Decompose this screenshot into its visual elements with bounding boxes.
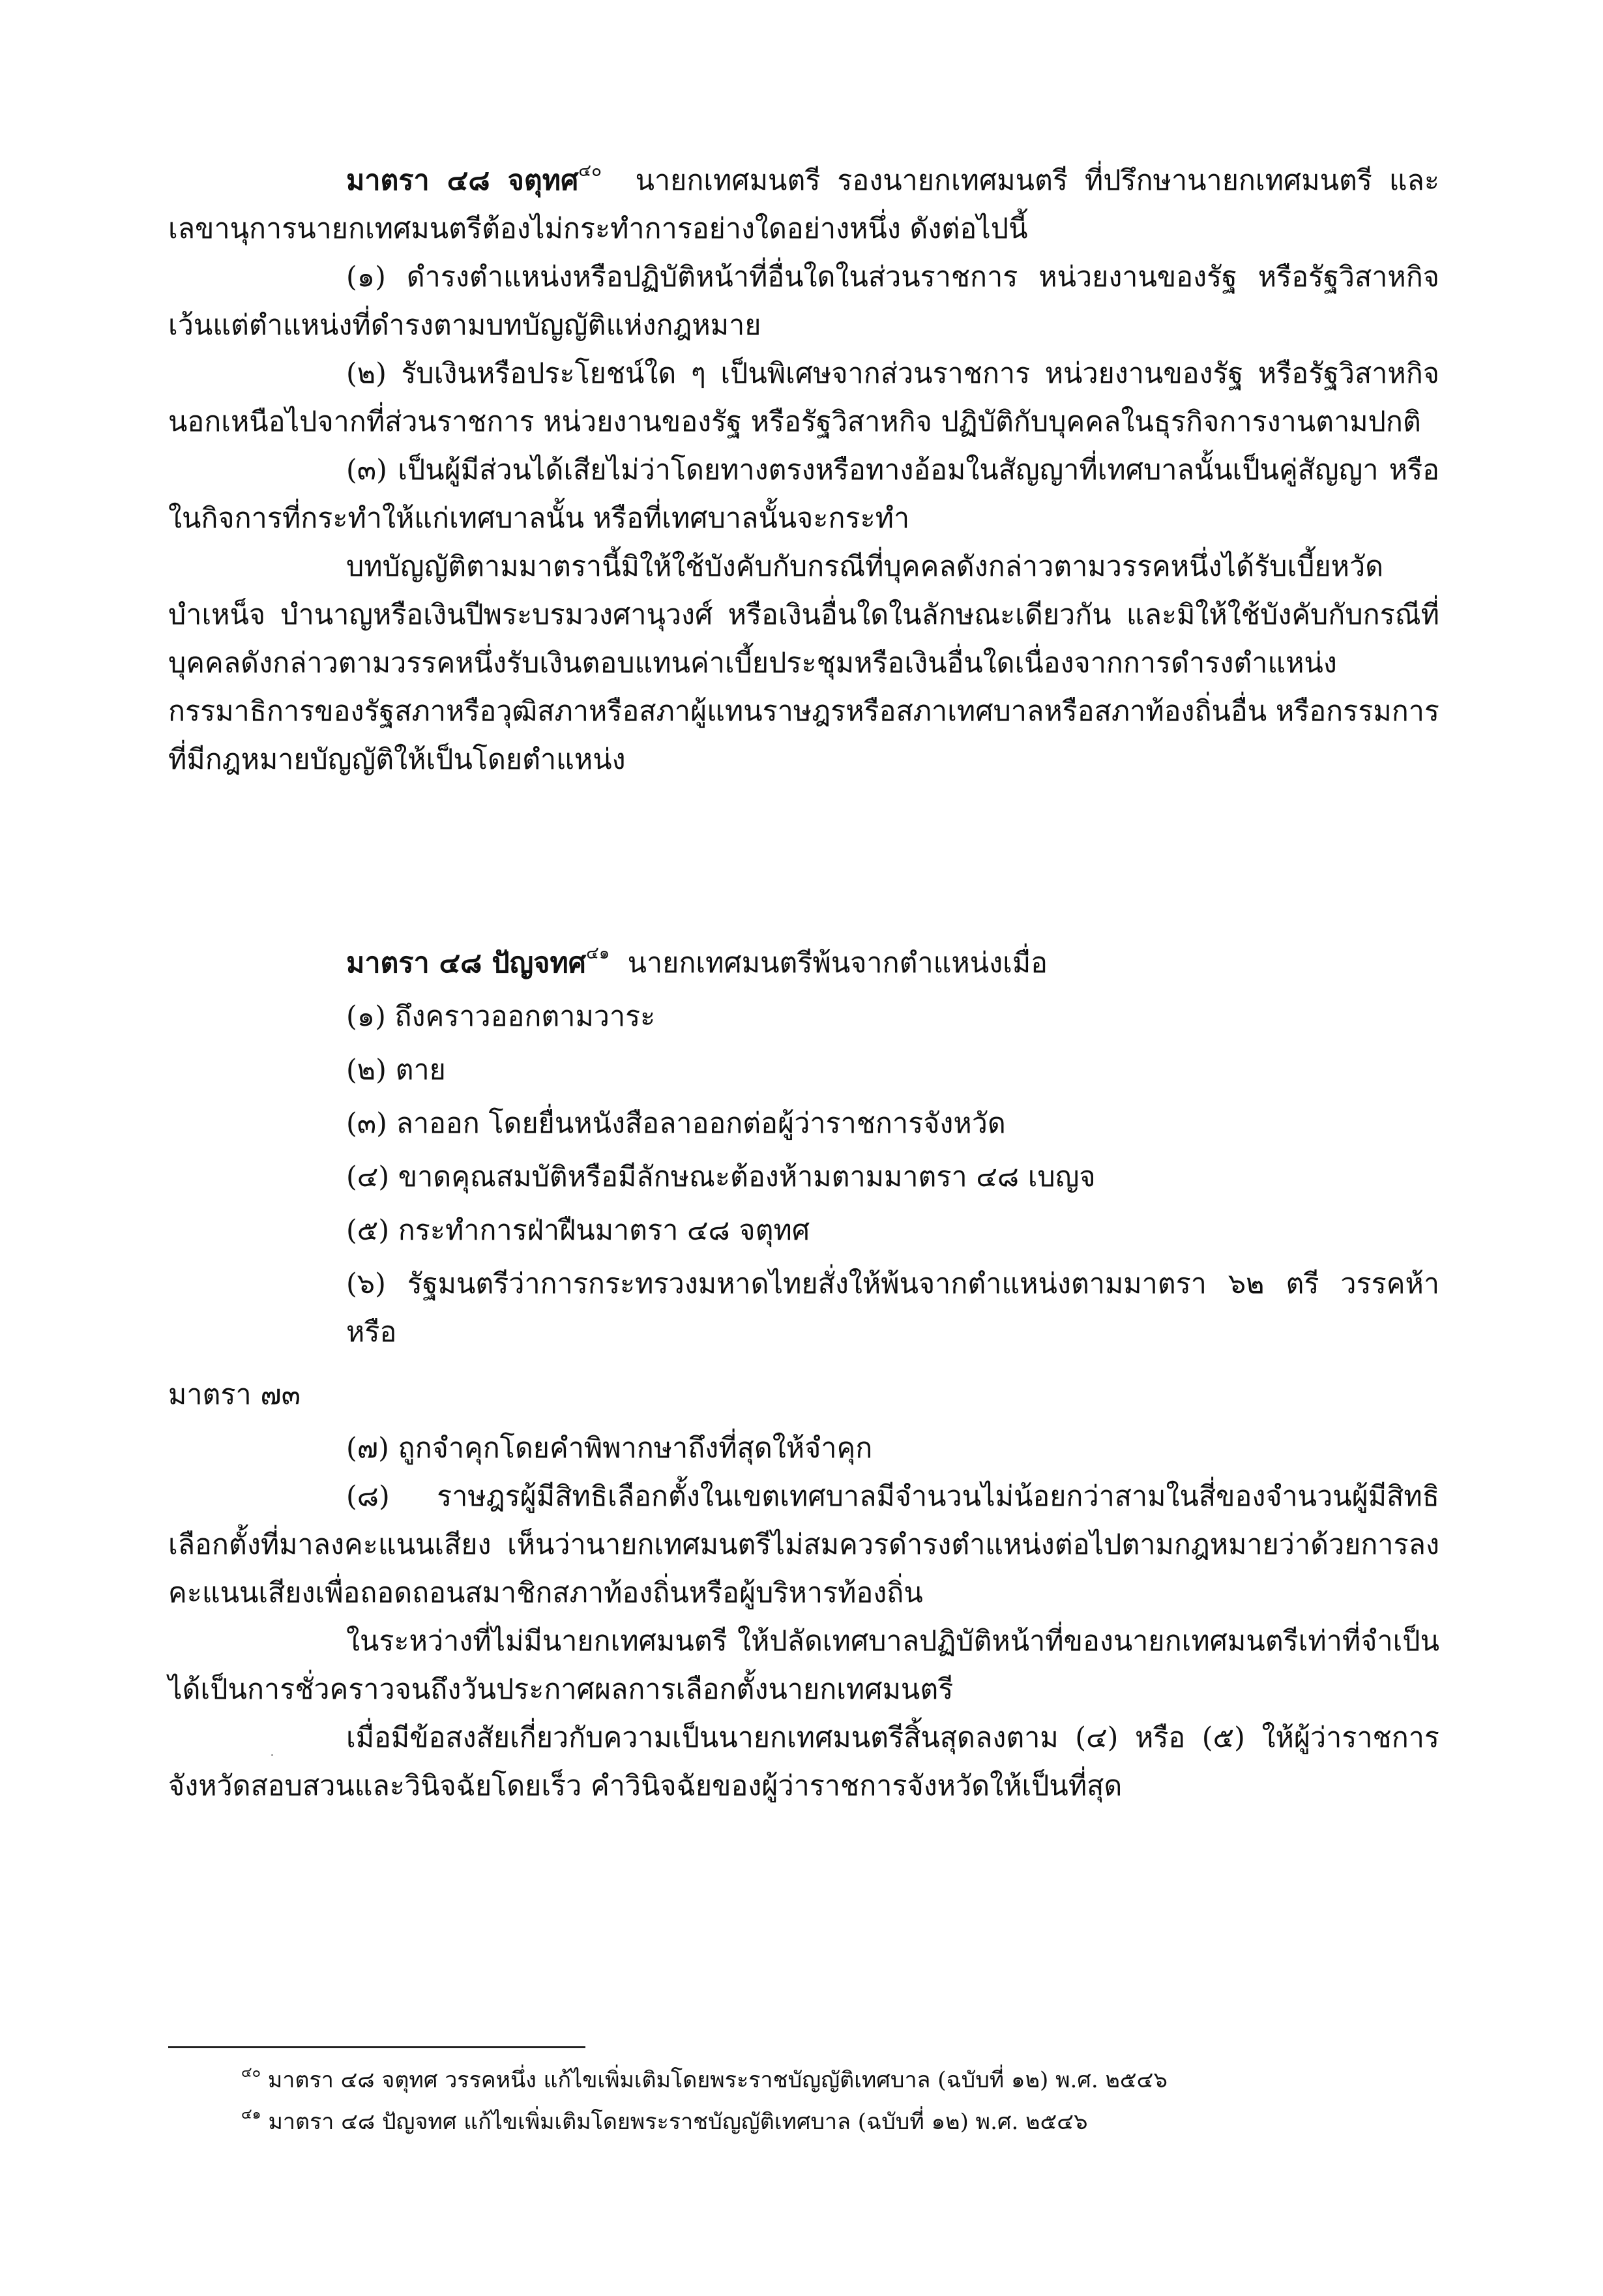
footnote-text: มาตรา ๔๘ ปัญจทศ แก้ไขเพิ่มเติมโดยพระราชบัญญัติเทศบาล (ฉบับที่ ๑๒) พ.ศ. ๒๕๔๖ [268, 2109, 1088, 2135]
section-number: มาตรา ๔๘ จตุทศ [346, 164, 579, 197]
ground-6-continuation: มาตรา ๗๓ [168, 1379, 301, 1411]
footnote-ref: ๔๑ [586, 943, 610, 963]
ground-3: (๓) ลาออก โดยยื่นหนังสือลาออกต่อผู้ว่าราชการจังหวัด [346, 1107, 1006, 1140]
interim-paragraph: ในระหว่างที่ไม่มีนายกเทศมนตรี ให้ปลัดเทศบาลปฏิบัติหน้าที่ของนายกเทศมนตรีเท่าที่จำเป็นได้เป็นการชั่วคราวจนถึงวันประกาศผลการเลือกตั้งนายกเทศมนตรี [168, 1625, 1439, 1706]
section-48-4-closing: บทบัญญัติตามมาตรานี้มิให้ใช้บังคับกับกรณีที่บุคคลดังกล่าวตามวรรคหนึ่งได้รับเบี้ยหวัด บำเหน็จ บำนาญหรือเงินปีพระบรมวงศานุวงศ์ หรือเงินอื่นใดในลักษณะเดียวกัน และมิให้ใช้บังคับกับกรณีที่บุคคลดังกล่าวตามวรรคหนึ่งรับเงินตอบแทนค่าเบี้ยประชุมหรือเงินอื่นใดเนื่องจากการดำรงตำแหน่งกรรมาธิการของรัฐสภาหรือวุฒิสภาหรือสภาผู้แทนราษฎรหรือสภาเทศบาลหรือสภาท้องถิ่นอื่น หรือกรรมการที่มีกฎหมายบัญญัติให้เป็นโดยตำแหน่ง [168, 550, 1439, 776]
ground-1: (๑) ถึงคราวออกตามวาระ [346, 1000, 656, 1033]
footnote-mark: ๔๑ [241, 2106, 261, 2123]
footnote-mark: ๔๐ [241, 2064, 261, 2081]
ground-2: (๒) ตาย [346, 1054, 446, 1086]
ground-4: (๔) ขาดคุณสมบัติหรือมีลักษณะต้องห้ามตามมาตรา ๔๘ เบญจ [346, 1161, 1096, 1193]
section-48-5 [168, 939, 1439, 1810]
section-48-4 [168, 157, 1439, 784]
footnote-ref: ๔๐ [578, 160, 602, 181]
clause-1: (๑) ดำรงตำแหน่งหรือปฏิบัติหน้าที่อื่นใดในส่วนราชการ หน่วยงานของรัฐ หรือรัฐวิสาหกิจ เว้นแต่ตำแหน่งที่ดำรงตามบทบัญญัติแห่งกฎหมาย [168, 261, 1439, 342]
section-intro-text: นายกเทศมนตรีพ้นจากตำแหน่งเมื่อ [627, 947, 1048, 979]
clause-2: (๒) รับเงินหรือประโยชน์ใด ๆ เป็นพิเศษจากส่วนราชการ หน่วยงานของรัฐ หรือรัฐวิสาหกิจ นอกเหนือไปจากที่ส่วนราชการ หน่วยงานของรัฐ หรือรัฐวิสาหกิจ ปฏิบัติกับบุคคลในธุรกิจการงานตามปกติ [168, 357, 1439, 438]
section-intro-text: นายกเทศมนตรี รองนายกเทศมนตรี ที่ปรึกษานายกเทศมนตรี และเลขานุการนายกเทศมนตรีต้องไม่กระทำการอย่างใดอย่างหนึ่ง ดังต่อไปนี้ [168, 164, 1440, 245]
footnote-text: มาตรา ๔๘ จตุทศ วรรคหนึ่ง แก้ไขเพิ่มเติมโดยพระราชบัญญัติเทศบาล (ฉบับที่ ๑๒) พ.ศ. ๒๕๔๖ [267, 2067, 1168, 2093]
ground-5: (๕) กระทำการฝ่าฝืนมาตรา ๔๘ จตุทศ [346, 1214, 810, 1247]
footnotes [241, 2059, 1434, 2143]
ground-8: (๘) ราษฎรผู้มีสิทธิเลือกตั้งในเขตเทศบาลมีจำนวนไม่น้อยกว่าสามในสี่ของจำนวนผู้มีสิทธิเลือกตั้งที่มาลงคะแนนเสียง เห็นว่านายกเทศมนตรีไม่สมควรดำรงตำแหน่งต่อไปตามกฎหมายว่าด้วยการลงคะแนนเสียงเพื่อถอดถอนสมาชิกสภาท้องถิ่นหรือผู้บริหารท้องถิ่น [168, 1480, 1439, 1609]
scan-speck [271, 1754, 273, 1756]
footnote-divider [168, 2046, 585, 2048]
section-48-4-intro [168, 157, 1439, 253]
section-number: มาตรา ๔๘ ปัญจทศ [346, 947, 587, 979]
doubt-paragraph: เมื่อมีข้อสงสัยเกี่ยวกับความเป็นนายกเทศมนตรีสิ้นสุดลงตาม (๔) หรือ (๕) ให้ผู้ว่าราชการจังหวัดสอบสวนและวินิจฉัยโดยเร็ว คำวินิจฉัยของผู้ว่าราชการจังหวัดให้เป็นที่สุด [168, 1722, 1439, 1802]
ground-6: (๖) รัฐมนตรีว่าการกระทรวงมหาดไทยสั่งให้พ้นจากตำแหน่งตามมาตรา ๖๒ ตรี วรรคห้าหรือ [346, 1268, 1439, 1349]
footnote-41 [241, 2101, 1434, 2143]
footnote-40 [241, 2059, 1434, 2101]
ground-7: (๗) ถูกจำคุกโดยคำพิพากษาถึงที่สุดให้จำคุก [346, 1432, 873, 1465]
section-48-5-intro [168, 939, 1439, 987]
clause-3: (๓) เป็นผู้มีส่วนได้เสียไม่ว่าโดยทางตรงหรือทางอ้อมในสัญญาที่เทศบาลนั้นเป็นคู่สัญญา หรือในกิจการที่กระทำให้แก่เทศบาลนั้น หรือที่เทศบาลนั้นจะกระทำ [168, 454, 1439, 535]
